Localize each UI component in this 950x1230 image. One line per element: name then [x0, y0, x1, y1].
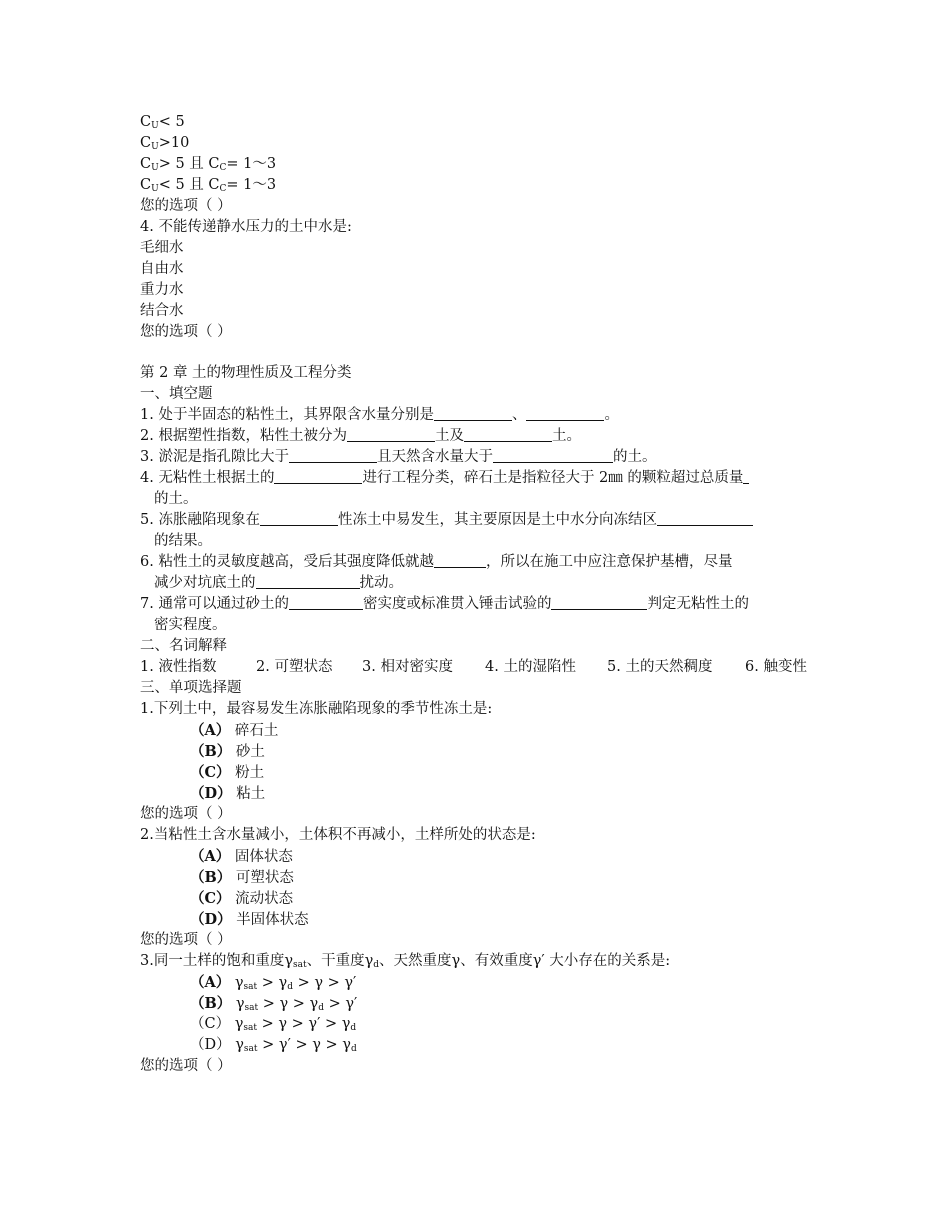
document-page [140, 112, 820, 1077]
section-title: 二、名词解释 [140, 638, 227, 654]
term-item: 4. 土的湿陷性 [485, 659, 576, 675]
option-b: （B） 砂土 [190, 743, 265, 760]
your-choice: 您的选项（ ） [140, 1058, 232, 1074]
option-c: （C） $\gamma_{sat} > \gamma > \gamma' > \gamma_d$ [190, 1016, 357, 1033]
option-a: （A） 碎石土 [190, 722, 279, 739]
option-d: （D） 粘土 [190, 785, 266, 802]
option-cu-lt5-cc: $C_U< 5$ 且 $C_C=$ 1～3 [140, 177, 277, 194]
question-stem: 2.当粘性土含水量减小，土体积不再减小，土样所处的状态是: [140, 827, 536, 843]
your-choice: 您的选项（ ） [140, 932, 232, 948]
your-choice: 您的选项（ ） [140, 198, 232, 214]
option-text: 重力水 [140, 282, 184, 298]
term-item: 1. 液性指数 [140, 659, 217, 675]
option-text: 毛细水 [140, 240, 184, 256]
option-d: （D） 半固体状态 [190, 911, 309, 928]
option-text: 自由水 [140, 261, 184, 277]
fill-question-4: 4. 无粘性土根据土的 进行工程分类，碎石土是指粒径大于 2㎜ 的颗粒超过总质量 [140, 468, 820, 489]
terms-list [140, 657, 820, 678]
question-stem: 1.下列土中，最容易发生冻胀融陷现象的季节性冻土是: [140, 701, 493, 717]
your-choice: 您的选项（ ） [140, 806, 232, 822]
fill-question-2: 2. 根据塑性指数，粘性土被分为 土及 土。 [140, 428, 581, 444]
fill-question-4-cont: 的土。 [154, 491, 198, 507]
term-item: 5. 土的天然稠度 [607, 659, 713, 675]
option-c: （C） 粉土 [190, 764, 265, 781]
fill-question-1: 1. 处于半固态的粘性土，其界限含水量分别是 、 。 [140, 407, 619, 423]
fill-question-6: 6. 粘性土的灵敏度越高，受后其强度降低就越 ，所以在施工中应注意保护基槽，尽量 [140, 554, 733, 570]
option-a: （A） $\gamma_{sat} > \gamma_d > \gamma > \gamma'$ [190, 974, 357, 992]
option-b: （B） 可塑状态 [190, 869, 294, 886]
fill-question-5: 5. 冻胀融陷现象在 性冻土中易发生，其主要原因是土中水分向冻结区 [140, 510, 820, 531]
option-cu-gt5-cc: $C_U> 5$ 且 $C_C=$ 1～3 [140, 156, 277, 173]
term-item: 2. 可塑状态 [256, 659, 333, 675]
fill-question-3: 3. 淤泥是指孔隙比大于 且天然含水量大于 的土。 [140, 449, 657, 465]
term-item: 6. 触变性 [745, 659, 807, 675]
option-c: （C） 流动状态 [190, 890, 294, 907]
option-d: （D） $\gamma_{sat} > \gamma' > \gamma > \gamma_d$ [190, 1037, 357, 1054]
option-text: 结合水 [140, 303, 184, 319]
section-title: 一、填空题 [140, 386, 213, 402]
term-item: 3. 相对密实度 [362, 659, 453, 675]
option-cu-lt5: $C_U< 5$ [140, 114, 185, 131]
your-choice: 您的选项（ ） [140, 324, 232, 340]
section-title: 三、单项选择题 [140, 680, 242, 696]
question-stem: 4. 不能传递静水压力的土中水是: [140, 219, 352, 235]
fill-question-7-cont: 密实程度。 [154, 617, 227, 633]
fill-question-7: 7. 通常可以通过砂土的 密实度或标准贯入锤击试验的 判定无粘性土的 [140, 596, 749, 612]
option-a: （A） 固体状态 [190, 848, 293, 865]
fill-question-5-cont: 的结果。 [154, 533, 212, 549]
option-b: （B） $\gamma_{sat} > \gamma > \gamma_d > \gamma'$ [190, 995, 358, 1013]
question-stem: 3.同一土样的饱和重度$\gamma_{sat}$、干重度$\gamma_d$、天然重度γ、有效重度γ′ 大小存在的关系是: [140, 953, 671, 970]
fill-question-6-cont: 减少对坑底土的 扰动。 [154, 575, 403, 591]
option-cu-gt10: $C_U>10$ [140, 135, 190, 152]
chapter-title: 第 2 章 土的物理性质及工程分类 [140, 365, 352, 381]
